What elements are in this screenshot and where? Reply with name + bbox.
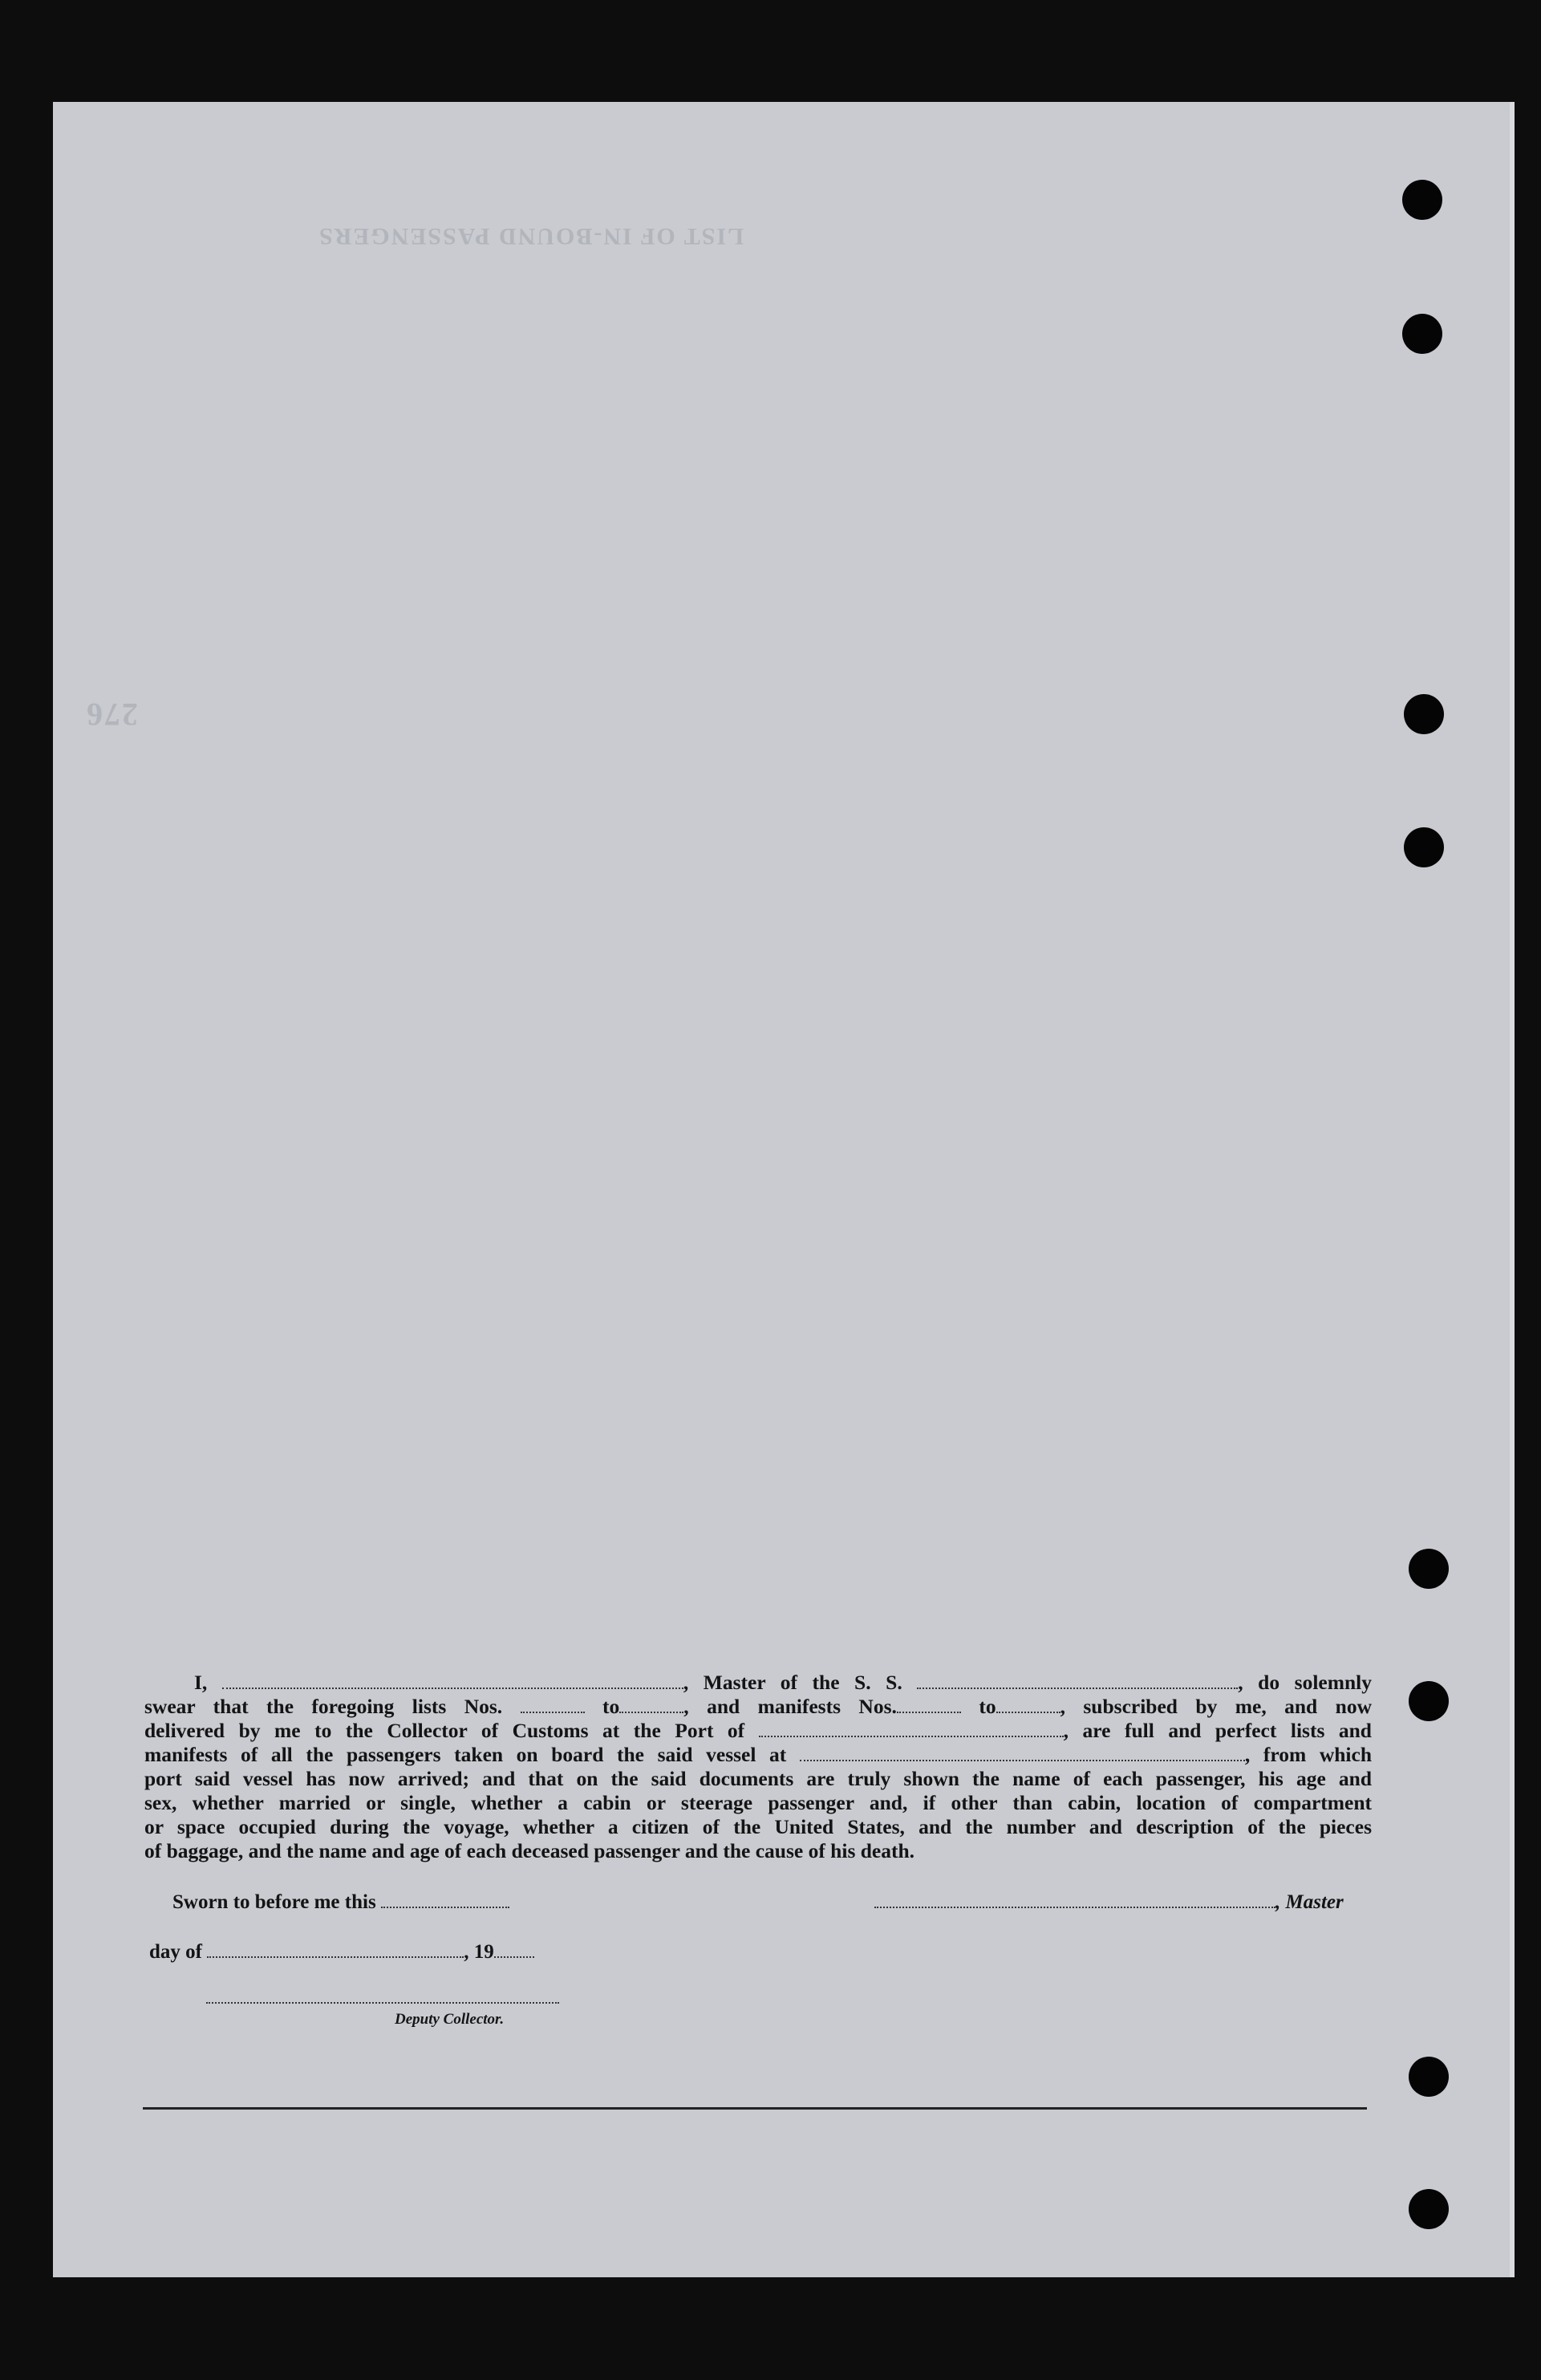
master-oath-paragraph bbox=[144, 1671, 1372, 1863]
oath-line-8: of baggage, and the name and age of each deceased passenger and the cause of his death. bbox=[144, 1839, 915, 1862]
month-blank bbox=[207, 1940, 464, 1958]
list-to-blank bbox=[619, 1696, 683, 1713]
bleed-through-header: LIST OF IN-BOUND PASSENGERS bbox=[318, 223, 744, 250]
sworn-before-line: Sworn to before me this bbox=[172, 1891, 509, 1914]
port-of-departure-blank bbox=[800, 1744, 1245, 1761]
bottom-rule bbox=[143, 2107, 1367, 2110]
oath-line-3: delivered by me to the Collector of Customs at the Port of , are full and perfect lists and bbox=[144, 1719, 1372, 1742]
oath-line-5: port said vessel has now arrived; and that on the said documents are truly shown the name of each passenger, his age and bbox=[144, 1767, 1372, 1790]
vessel-name-blank bbox=[917, 1671, 1238, 1689]
master-name-blank bbox=[222, 1671, 683, 1689]
oath-line-2: swear that the foregoing lists Nos. to , and manifests Nos. to , subscribed by me, and now bbox=[144, 1695, 1372, 1718]
bleed-through-number: 276 bbox=[85, 697, 138, 733]
binder-hole-5 bbox=[1409, 1549, 1449, 1589]
binder-hole-2 bbox=[1402, 314, 1442, 354]
manifest-to-blank bbox=[996, 1696, 1060, 1713]
binder-hole-1 bbox=[1402, 180, 1442, 220]
master-signature-blank bbox=[874, 1891, 1275, 1908]
list-from-blank bbox=[521, 1696, 585, 1713]
master-signature-line: , Master bbox=[874, 1891, 1344, 1914]
oath-line-6: sex, whether married or single, whether a cabin or steerage passenger and, if other than cabin, location of compartment bbox=[144, 1791, 1372, 1814]
deputy-collector-label: Deputy Collector. bbox=[395, 2011, 505, 2028]
oath-line-4: manifests of all the passengers taken on board the said vessel at , from which bbox=[144, 1743, 1373, 1766]
manifest-from-blank bbox=[897, 1696, 961, 1713]
binder-hole-7 bbox=[1409, 2057, 1449, 2097]
deputy-signature-blank bbox=[206, 1997, 559, 2004]
sworn-day-blank bbox=[381, 1891, 509, 1908]
oath-line-1: I, , Master of the S. S. , do solemnly bbox=[194, 1671, 1372, 1694]
binder-hole-6 bbox=[1409, 1681, 1449, 1721]
day-of-line: day of , 19 bbox=[149, 1940, 534, 1964]
year-blank bbox=[494, 1940, 534, 1958]
binder-hole-8 bbox=[1409, 2189, 1449, 2229]
oath-line-7: or space occupied during the voyage, whether a citizen of the United States, and the number and description of the pieces bbox=[144, 1815, 1372, 1838]
port-of-arrival-blank bbox=[759, 1720, 1064, 1737]
binder-hole-3 bbox=[1404, 694, 1444, 734]
deputy-signature-line bbox=[206, 1987, 559, 2009]
binder-hole-4 bbox=[1404, 827, 1444, 867]
